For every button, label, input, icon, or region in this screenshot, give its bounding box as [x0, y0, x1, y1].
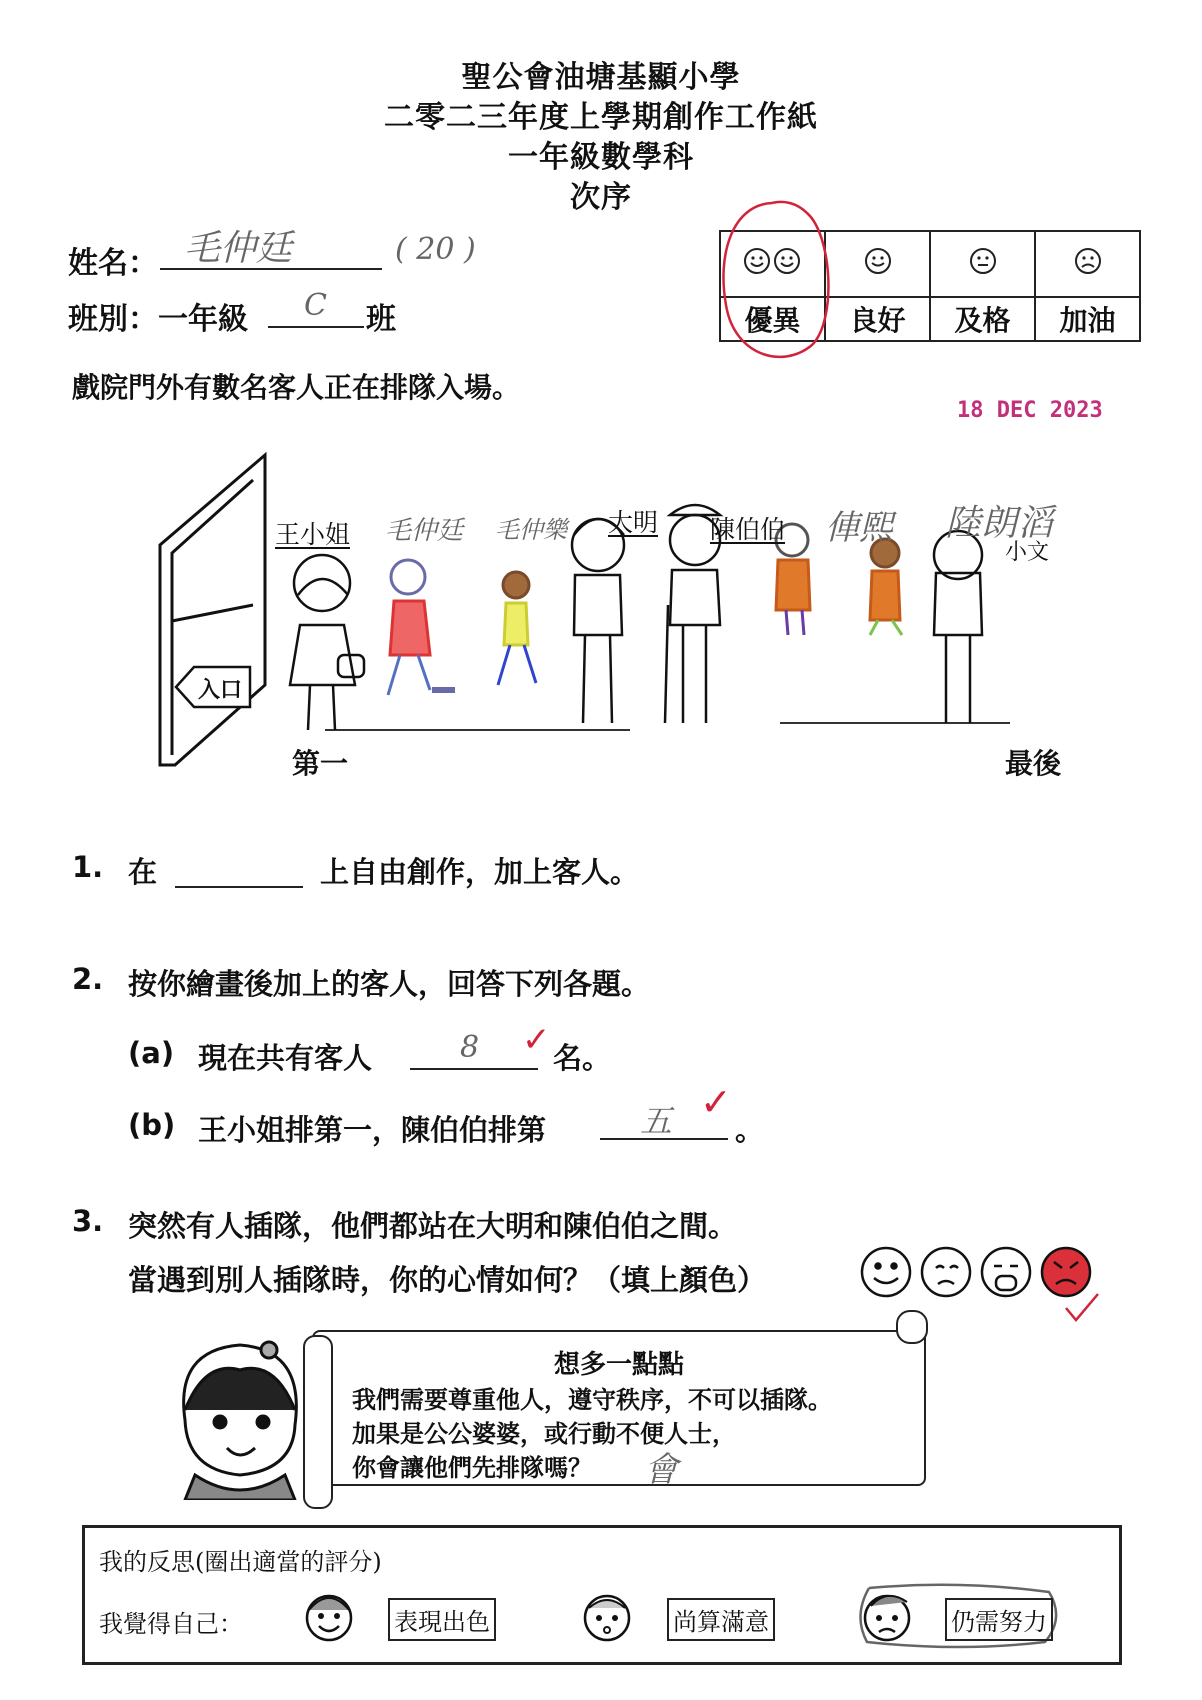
- q3-line1: 突然有人插隊，他們都站在大明和陳伯伯之間。: [128, 1209, 738, 1243]
- option-needs-effort[interactable]: 仍需努力: [945, 1598, 1053, 1641]
- rating-pass[interactable]: 及格: [930, 297, 1035, 341]
- label-daming: 大明: [608, 508, 659, 537]
- label-first: 第一: [292, 747, 349, 780]
- daming-figure: [572, 519, 624, 723]
- think-more-box: [312, 1330, 926, 1490]
- theater-door: [160, 455, 265, 765]
- student-number: ( 20 ): [395, 232, 476, 267]
- name-value: 毛仲廷: [184, 228, 293, 269]
- rating-excellent[interactable]: 優異: [720, 297, 825, 341]
- q2b-label: (b): [128, 1108, 176, 1142]
- tip-line-1: 我們需要尊重他人，遵守秩序，不可以插隊。: [352, 1386, 832, 1414]
- q1-blank: [175, 858, 303, 888]
- name-field[interactable]: [160, 226, 382, 270]
- q2a-check-mark: ✓: [522, 1020, 551, 1060]
- q2a-suffix: 名。: [553, 1041, 612, 1075]
- q2b-answer: 五: [640, 1102, 673, 1140]
- q2a-label: (a): [128, 1036, 175, 1070]
- ok-face-icon: [577, 1586, 637, 1648]
- student-drawing-2: [498, 572, 536, 685]
- rating-circle-mark: [712, 195, 842, 375]
- q2a-answer: 8: [460, 1030, 480, 1065]
- entrance-sign: [174, 665, 252, 709]
- topic-title: 次序: [570, 180, 632, 215]
- mood-check-mark: [1062, 1290, 1102, 1326]
- class-value: C: [304, 288, 327, 323]
- q3-number: 3.: [72, 1204, 104, 1238]
- intro-text: 戲院門外有數名客人正在排隊入場。: [72, 371, 521, 404]
- q3-line2: 當遇到別人插隊時，你的心情如何？（填上顏色）: [128, 1263, 767, 1297]
- face-pass-icon: [930, 231, 1035, 297]
- option-excellent[interactable]: 表現出色: [388, 1598, 496, 1641]
- option-satisfactory[interactable]: 尚算滿意: [667, 1598, 775, 1641]
- reflection-title: 我的反思(圈出適當的評分): [99, 1548, 382, 1576]
- crying-face-icon: [982, 1248, 1030, 1296]
- label-last: 最後: [1005, 747, 1062, 780]
- xiaowen-figure: [934, 531, 982, 723]
- q2b-check-mark: ✓: [700, 1080, 732, 1124]
- label-xiaowen: 小文: [1005, 540, 1050, 565]
- sad-face-icon: [922, 1248, 970, 1296]
- miss-wang-figure: [290, 555, 364, 730]
- worried-face-icon: [857, 1584, 919, 1648]
- label-miss-wang: 王小姐: [275, 520, 351, 549]
- label-student-1: 毛仲廷: [385, 516, 464, 546]
- angry-face-icon: [1042, 1248, 1090, 1296]
- q2-number: 2.: [72, 962, 104, 996]
- entrance-label: 入口: [198, 678, 243, 703]
- q2a-text: 現在共有客人: [198, 1041, 373, 1075]
- student-drawing-1: [388, 560, 455, 695]
- q2a-answer-field[interactable]: [410, 1030, 538, 1070]
- tip-title: 想多一點點: [553, 1350, 684, 1380]
- happy-face-icon: [862, 1248, 910, 1296]
- scroll-roll-left: [303, 1335, 333, 1509]
- face-try-harder-icon: [1035, 231, 1140, 297]
- q1-number: 1.: [72, 850, 104, 884]
- name-label: 姓名：: [68, 246, 158, 281]
- q2-text: 按你繪畫後加上的客人，回答下列各題。: [128, 967, 651, 1001]
- tip-line-2: 加果是公公婆婆，或行動不便人士，: [352, 1420, 736, 1448]
- date-stamp: 18 DEC 2023: [957, 398, 1103, 423]
- class-suffix: 班: [366, 302, 396, 337]
- label-student-4: 陸朗滔: [945, 503, 1054, 544]
- student-drawing-4: [870, 539, 902, 635]
- q1-text: 上自由創作，加上客人。: [320, 855, 640, 889]
- class-field[interactable]: [268, 290, 364, 328]
- girl-illustration: [165, 1330, 315, 1500]
- label-uncle-chan: 陳伯伯: [710, 515, 786, 544]
- q2b-suffix: 。: [735, 1113, 765, 1147]
- rating-good[interactable]: 良好: [825, 297, 930, 341]
- label-student-3: 俥熙: [825, 508, 893, 548]
- proud-face-icon: [299, 1586, 359, 1648]
- tip-line-3: 你會讓他們先排隊嗎？: [352, 1454, 592, 1482]
- q1-pre: 在: [128, 855, 158, 889]
- scroll-roll-right: [896, 1310, 928, 1344]
- q2b-text: 王小姐排第一，陳伯伯排第: [198, 1113, 547, 1147]
- class-label: 班別：一年級: [68, 302, 248, 337]
- term-title: 二零二三年度上學期創作工作紙: [384, 100, 818, 135]
- rating-try-harder[interactable]: 加油: [1035, 297, 1140, 341]
- subject-title: 一年級數學科: [508, 140, 694, 175]
- school-name: 聖公會油塘基顯小學: [461, 60, 741, 95]
- reflection-box: [82, 1525, 1122, 1665]
- label-student-2: 毛仲樂: [495, 516, 567, 544]
- tip-answer: 會: [644, 1450, 678, 1490]
- reflection-prompt: 我覺得自己：: [99, 1610, 243, 1638]
